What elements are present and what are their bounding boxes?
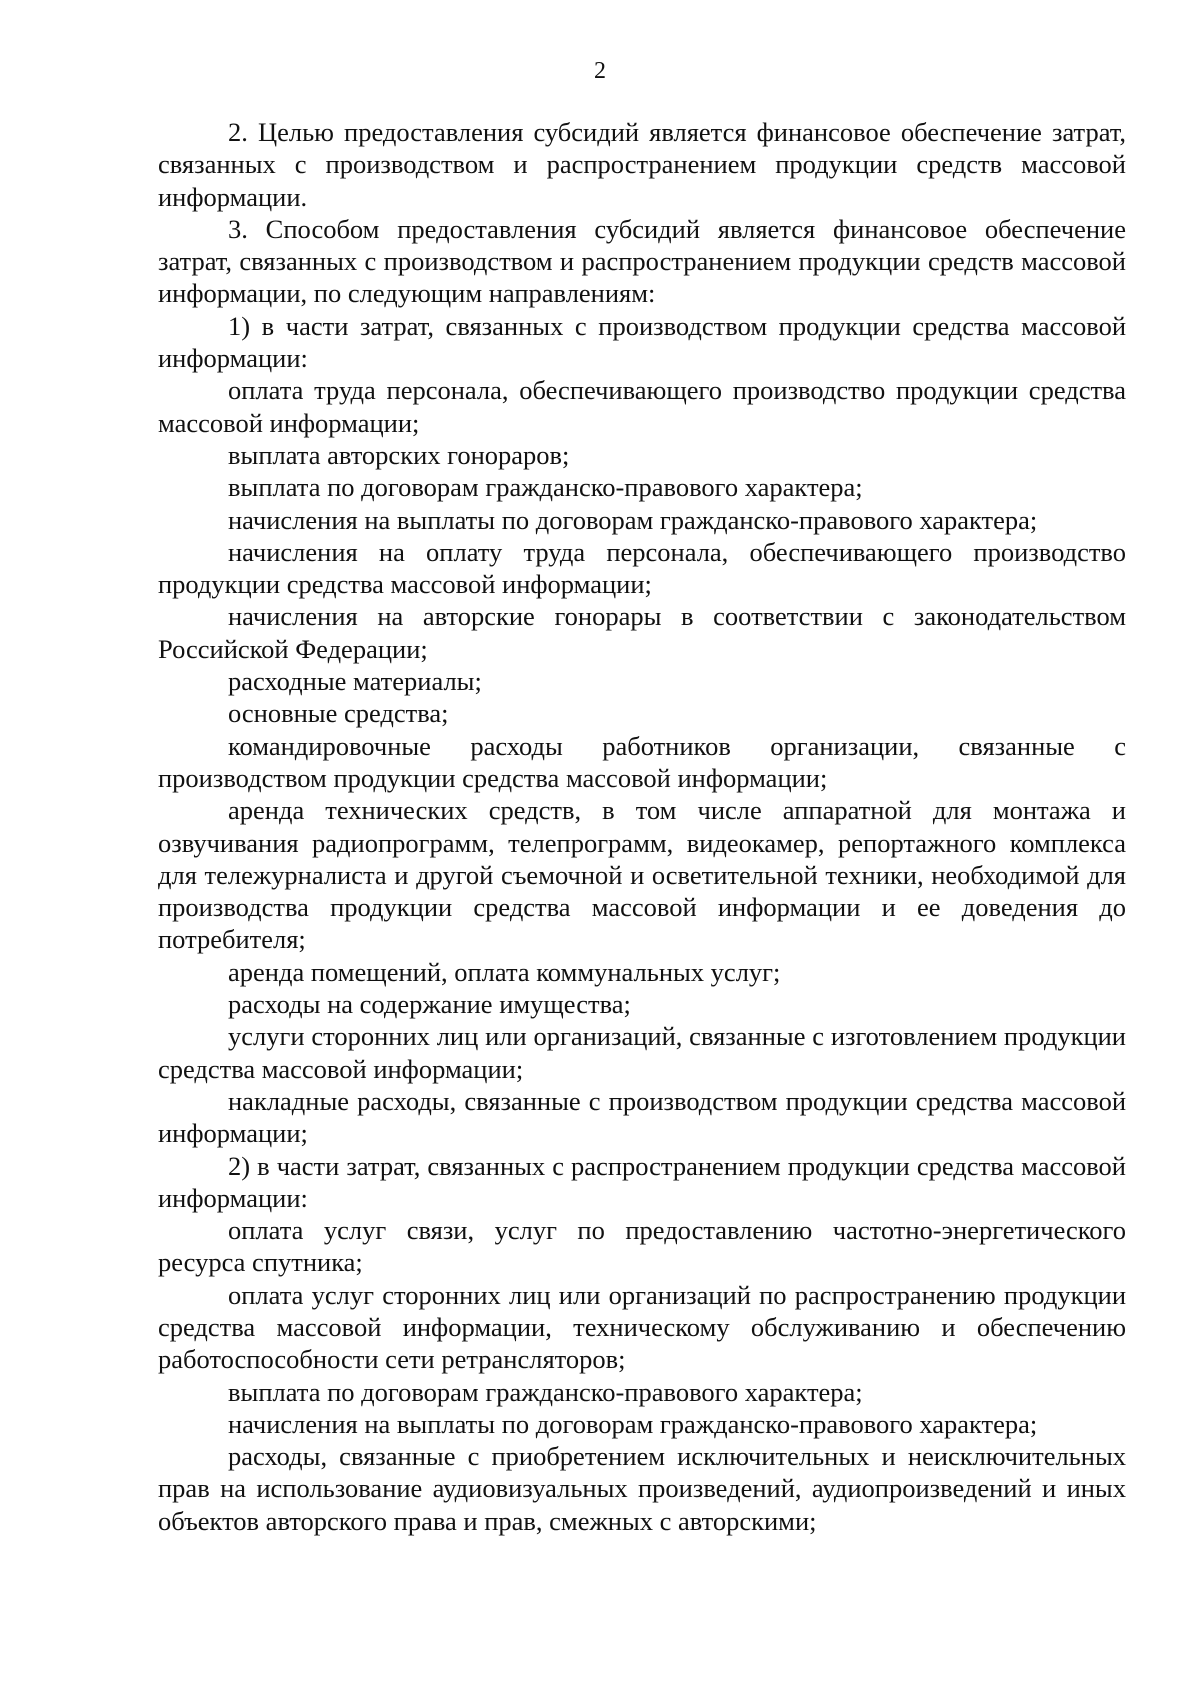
- list-item: накладные расходы, связанные с производством продукции средства массовой информации;: [158, 1085, 1126, 1149]
- list-item: аренда помещений, оплата коммунальных услуг;: [228, 956, 781, 987]
- list-item: начисления на авторские гонорары в соответствии с законодательством Российской Федерации;: [158, 601, 1126, 664]
- list-item: оплата услуг связи, услуг по предоставлению частотно-энергетического ресурса спутника;: [158, 1215, 1126, 1278]
- list-item: расходы на содержание имущества;: [228, 989, 631, 1020]
- list-item: расходные материалы;: [228, 666, 482, 697]
- list-item: основные средства;: [228, 698, 449, 729]
- list-item: услуги сторонних лиц или организаций, связанные с изготовлением продукции средства массовой информации;: [158, 1021, 1126, 1084]
- subsection-distribution-costs: 2) в части затрат, связанных с распространением продукции средства массовой информации:: [158, 1150, 1126, 1213]
- paragraph-item-2: 2. Целью предоставления субсидий является финансовое обеспечение затрат, связанных с производством и распространением продукции средств массовой информации.: [158, 117, 1126, 212]
- paragraph-item-3: 3. Способом предоставления субсидий является финансовое обеспечение затрат, связанных с производством и распространением продукции средств массовой информации, по следующим направлениям:: [158, 213, 1126, 309]
- list-item: начисления на выплаты по договорам гражданско-правового характера;: [228, 504, 1038, 535]
- document-body: [158, 116, 1126, 1537]
- list-item: расходы, связанные с приобретением исключительных и неисключительных прав на использование аудиовизуальных произведений, аудиопроизведений и иных объектов авторского права и прав, смежных с авторскими;: [158, 1441, 1126, 1536]
- list-item: аренда технических средств, в том числе аппаратной для монтажа и озвучивания радиопрограмм, телепрограмм, видеокамер, репортажного комплекса для тележурналиста и другой съемочной и осветительной техники, необходимой для производства продукции средства массовой информации и ее доведения до потребителя;: [158, 795, 1126, 955]
- list-item: начисления на выплаты по договорам гражданско-правового характера;: [228, 1408, 1038, 1439]
- list-item: выплата по договорам гражданско-правового характера;: [228, 472, 863, 503]
- list-item: оплата труда персонала, обеспечивающего производство продукции средства массовой информации;: [158, 375, 1126, 438]
- page-number: 2: [594, 58, 606, 84]
- subsection-production-costs: 1) в части затрат, связанных с производством продукции средства массовой информации:: [158, 310, 1126, 374]
- list-item: начисления на оплату труда персонала, обеспечивающего производство продукции средства массовой информации;: [158, 536, 1126, 600]
- list-item: оплата услуг сторонних лиц или организаций по распространению продукции средства массовой информации, техническому обслуживанию и обеспечению работоспособности сети ретрансляторов;: [158, 1279, 1126, 1375]
- list-item: выплата авторских гонораров;: [228, 439, 570, 470]
- list-item: выплата по договорам гражданско-правового характера;: [228, 1376, 863, 1407]
- list-item: командировочные расходы работников организации, связанные с производством продукции средства массовой информации;: [158, 730, 1126, 793]
